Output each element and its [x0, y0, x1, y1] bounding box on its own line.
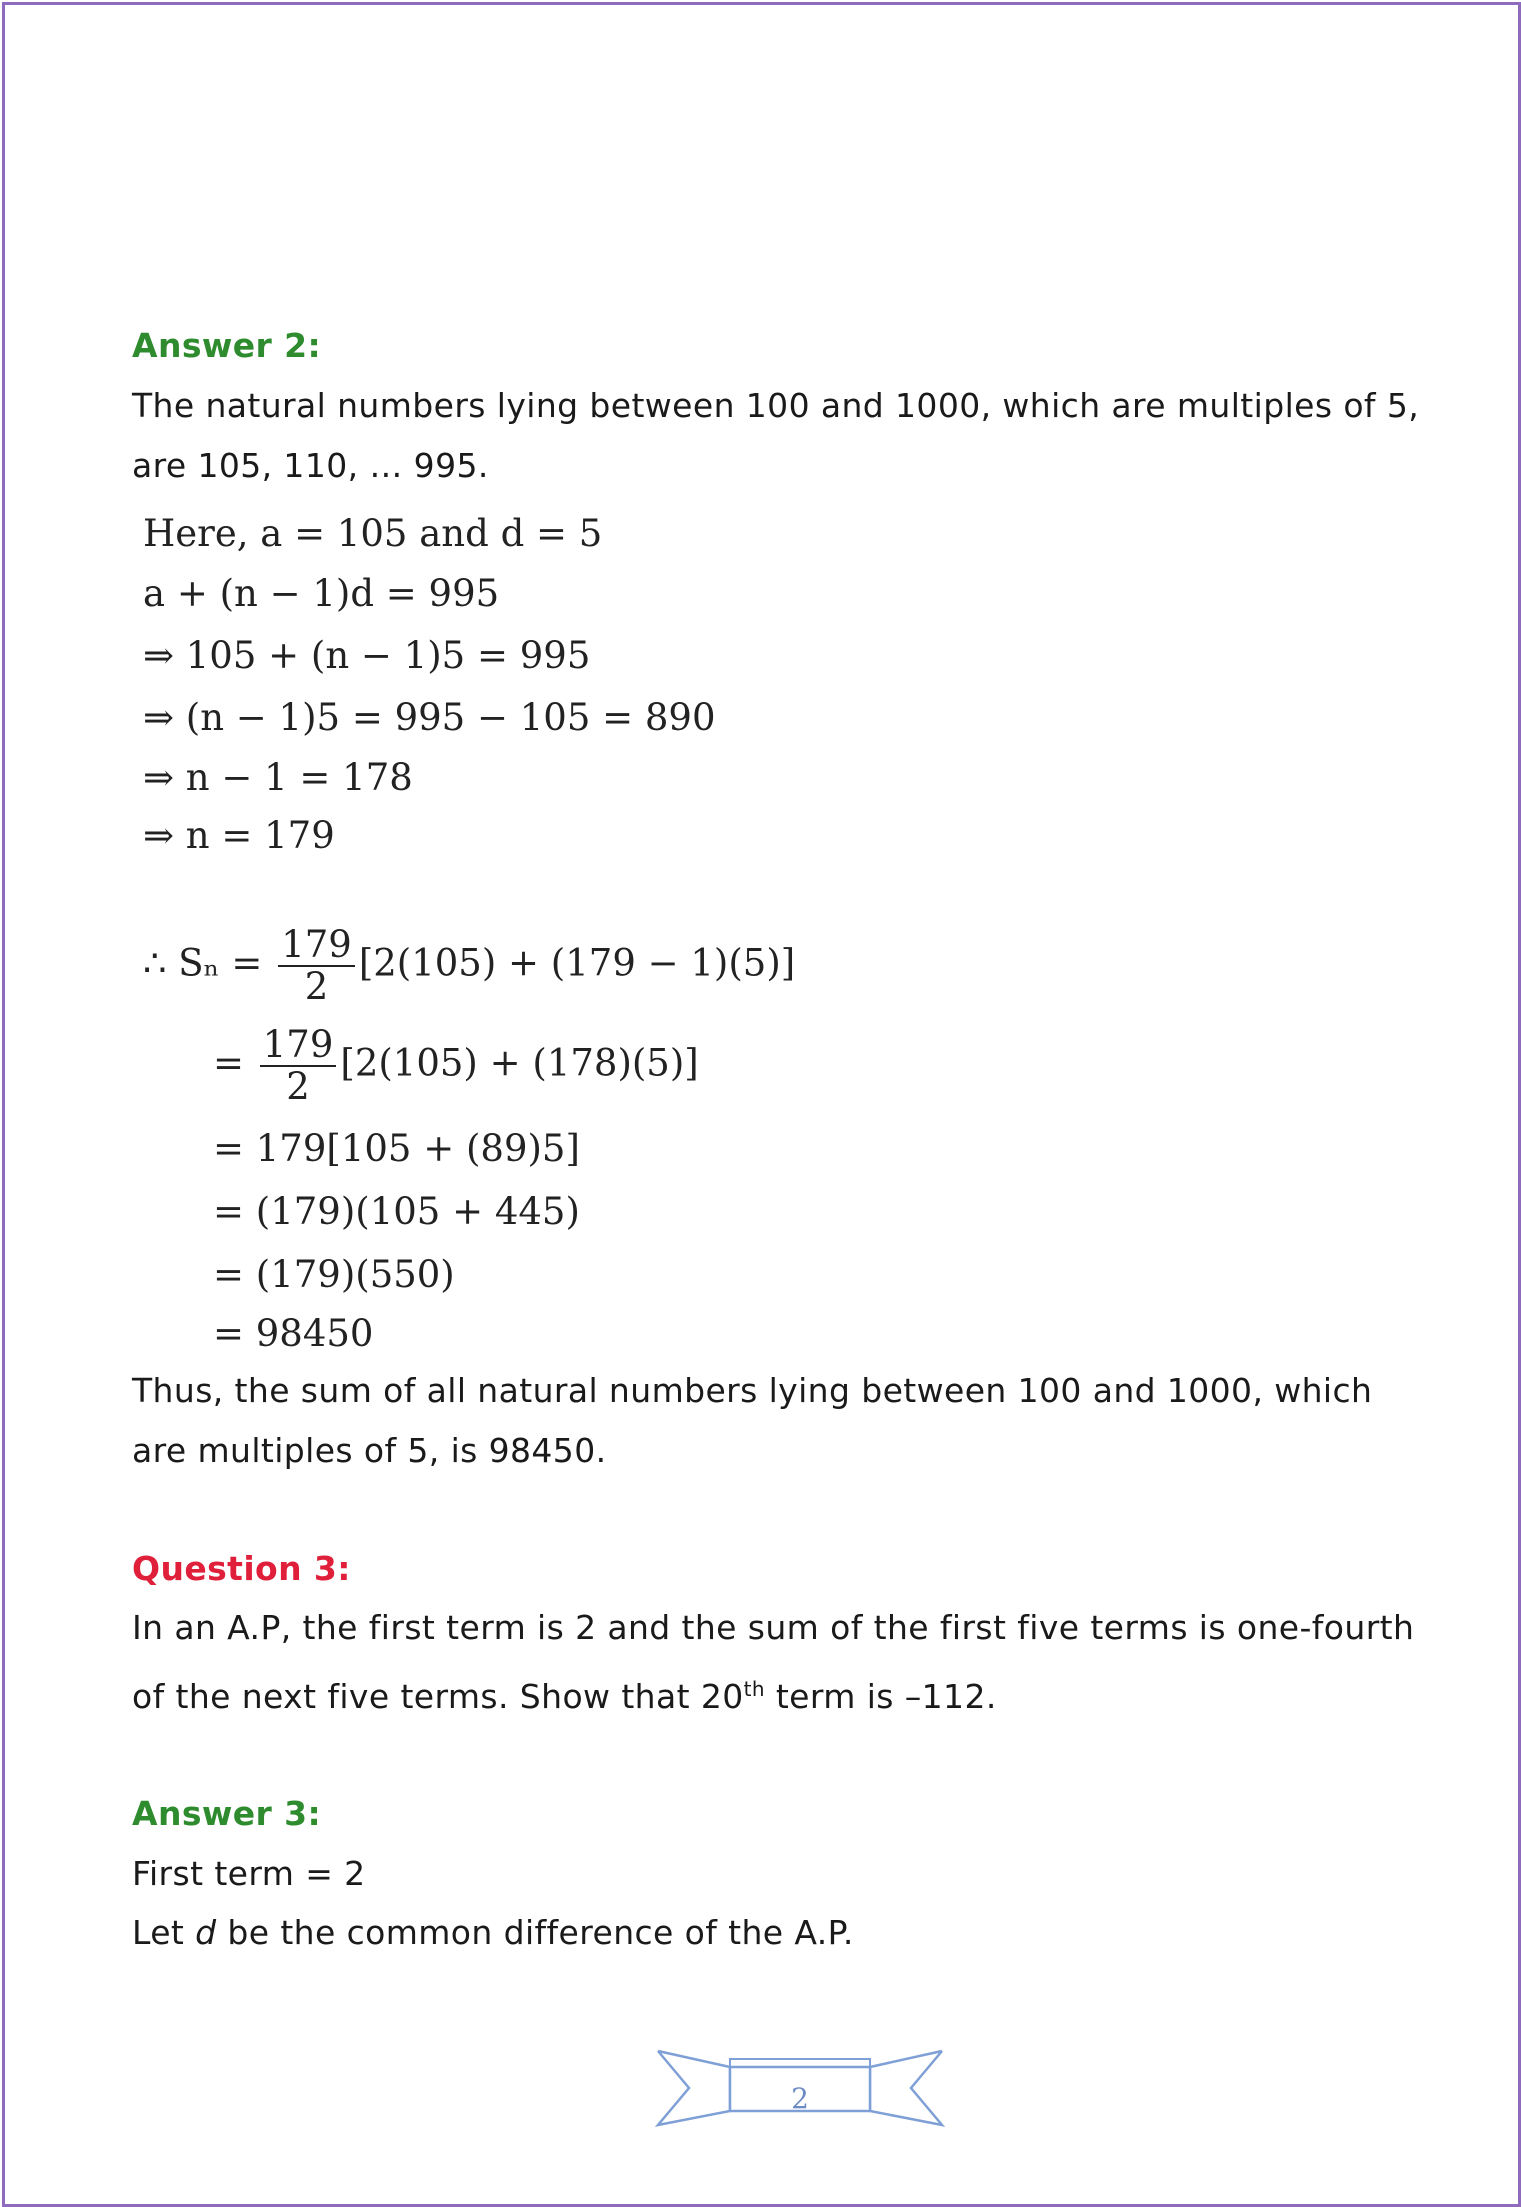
answer-3-heading: Answer 3: — [132, 1794, 322, 1833]
sum-line-2-rest: [2(105) + (178)(5)] — [340, 1041, 699, 1085]
answer-2-intro-line-2: are 105, 110, … 995. — [132, 446, 489, 485]
fraction-numerator: 179 — [260, 1025, 337, 1067]
answer-2-conclusion-line-2: are multiples of 5, is 98450. — [132, 1431, 607, 1470]
math-line-3: ⇒ 105 + (n − 1)5 = 995 — [143, 634, 591, 677]
sum-line-1 — [143, 925, 795, 1007]
fraction-numerator: 179 — [278, 925, 355, 967]
sum-line-1-rest: [2(105) + (179 − 1)(5)] — [358, 941, 796, 985]
answer-3-line-2 — [132, 1902, 854, 1963]
math-line-6: ⇒ n = 179 — [143, 814, 335, 857]
question-3-heading: Question 3: — [132, 1549, 351, 1588]
math-line-5: ⇒ n − 1 = 178 — [143, 756, 413, 799]
ordinal-suffix: th — [743, 1677, 765, 1701]
answer-2-conclusion-line-1: Thus, the sum of all natural numbers lying between 100 and 1000, which — [132, 1371, 1373, 1410]
answer-2-heading: Answer 2: — [132, 326, 322, 365]
question-3-line-2-before: of the next five terms. Show that 20 — [132, 1677, 744, 1716]
fraction-179-over-2 — [260, 1025, 337, 1107]
fraction-denominator: 2 — [304, 965, 329, 1008]
sum-line-3: = 179[105 + (89)5] — [213, 1127, 580, 1170]
sum-line-5: = (179)(550) — [213, 1253, 455, 1296]
question-3-line-2 — [132, 1659, 997, 1727]
fraction-179-over-2 — [278, 925, 355, 1007]
variable-d: d — [195, 1913, 217, 1952]
question-3-line-1: In an A.P, the first term is 2 and the sum of the first five terms is one-fourth — [132, 1608, 1415, 1647]
answer-2-intro-line-1: The natural numbers lying between 100 and 1000, which are multiples of 5, — [132, 386, 1420, 425]
sum-line-4: = (179)(105 + 445) — [213, 1190, 580, 1233]
math-line-1: Here, a = 105 and d = 5 — [143, 512, 603, 555]
answer-3-line-2-before: Let — [132, 1913, 196, 1952]
sum-line-2 — [213, 1025, 699, 1107]
fraction-denominator: 2 — [286, 1065, 310, 1108]
answer-3-line-2-after: be the common difference of the A.P. — [216, 1913, 854, 1952]
question-3-line-2-after: term is –112. — [764, 1677, 997, 1716]
math-line-2: a + (n − 1)d = 995 — [143, 572, 500, 615]
math-line-4: ⇒ (n − 1)5 = 995 − 105 = 890 — [143, 696, 716, 739]
sum-line-1-prefix: ∴ Sₙ = — [143, 941, 275, 985]
page-number: 2 — [791, 2082, 809, 2115]
sum-line-6: = 98450 — [213, 1312, 374, 1355]
sum-line-2-prefix: = — [213, 1041, 256, 1085]
answer-3-line-1: First term = 2 — [132, 1854, 366, 1893]
